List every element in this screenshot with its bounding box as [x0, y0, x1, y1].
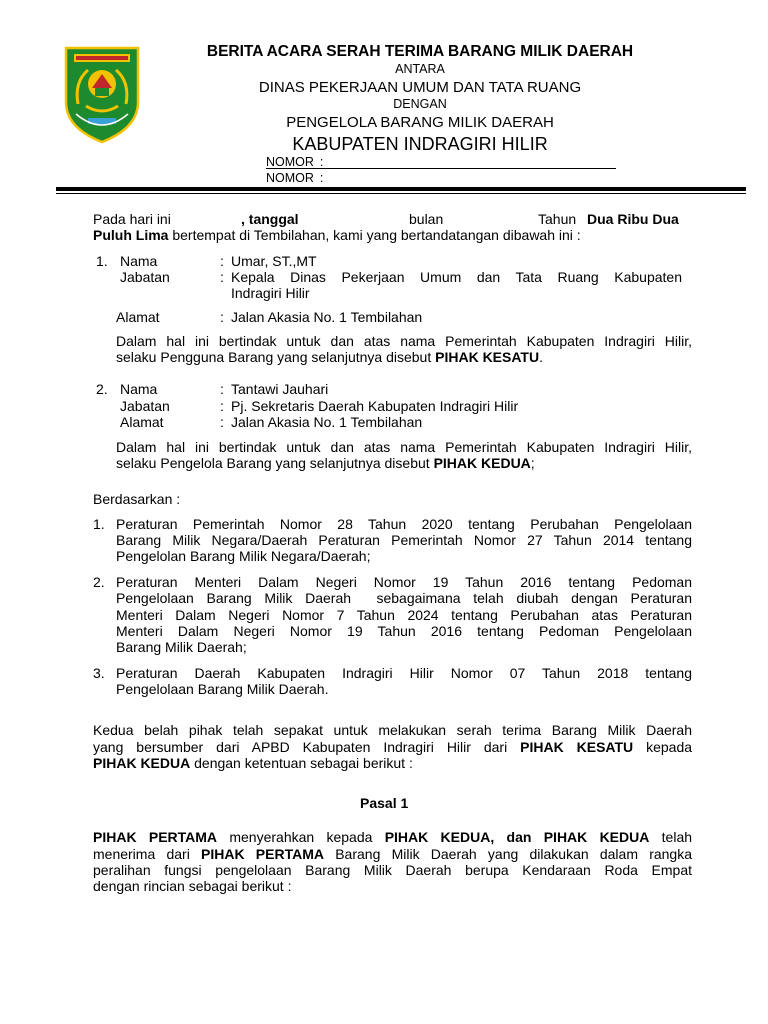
basis-2-line-2: Pengelolaan Barang Milik Daerah sebagaimana telah diubah dengan Peraturan — [116, 590, 692, 606]
party1-alamat-value: Jalan Akasia No. 1 Tembilahan — [231, 309, 423, 325]
party2-desc-1: Dalam hal ini bertindak untuk dan atas nama Pemerintah Kabupaten Indragiri Hilir, — [116, 439, 692, 455]
opening-bulan: bulan — [409, 211, 444, 227]
opening-tahun-words-2: Puluh Lima — [93, 227, 169, 243]
pasal-1-line-2 — [93, 846, 692, 862]
pasal-1-line-4: dengan rincian sebagai berikut : — [93, 878, 292, 894]
agreement-line-3 — [93, 755, 413, 771]
pasal-1-pihak-kedua: PIHAK KEDUA, — [384, 829, 495, 845]
header-antara: ANTARA — [395, 62, 445, 76]
pasal-1-dan: dan — [506, 829, 532, 845]
party1-alamat-label: Alamat — [116, 309, 160, 325]
letterhead-rule-thin — [56, 193, 746, 194]
header-dengan: DENGAN — [393, 97, 447, 111]
agreement-line-2 — [93, 739, 692, 755]
party2-role: PIHAK KEDUA — [433, 455, 531, 471]
basis-1-line-3: Pengelolan Barang Milik Negara/Daerah; — [116, 548, 371, 564]
pasal-1-pihak-pertama: PIHAK PERTAMA — [93, 829, 218, 845]
basis-2-line-1: Peraturan Menteri Dalam Negeri Nomor 19 Tahun 2016 tentang Pedoman — [116, 574, 692, 590]
agreement-line-1: Kedua belah pihak telah sepakat untuk melakukan serah terima Barang Milik Daerah — [93, 722, 692, 738]
basis-2-number: 2. — [93, 574, 105, 590]
pasal-1-menerima: menerima dari — [93, 846, 190, 862]
party1-desc-1: Dalam hal ini bertindak untuk dan atas nama Pemerintah Kabupaten Indragiri Hilir, — [116, 333, 692, 349]
nomor-colon: : — [319, 155, 324, 169]
opening-line-2 — [93, 227, 581, 243]
agreement-pihak-kesatu: PIHAK KESATU — [520, 739, 634, 755]
opening-tahun: Tahun — [538, 211, 577, 227]
basis-3-line-2: Pengelolaan Barang Milik Daerah. — [116, 681, 329, 697]
opening-hari: Pada hari ini — [93, 211, 171, 227]
party1-alamat-colon: : — [220, 309, 224, 325]
nomor-underline-1 — [266, 168, 616, 169]
party2-jabatan-colon: : — [220, 398, 224, 414]
basis-2-line-5: Barang Milik Daerah; — [116, 639, 247, 655]
party1-nama-value: Umar, ST.,MT — [231, 253, 317, 269]
basis-2-line-3: Menteri Dalam Negeri Nomor 7 Tahun 2024 tentang Perubahan atas Peraturan — [116, 607, 692, 623]
party2-alamat-value: Jalan Akasia No. 1 Tembilahan — [231, 414, 423, 430]
basis-1-number: 1. — [93, 516, 105, 532]
pasal-1-telah: telah — [661, 829, 693, 845]
pasal-1-pihak-pertama-2: PIHAK PERTAMA — [201, 846, 324, 862]
header-pengelola: PENGELOLA BARANG MILIK DAERAH — [286, 114, 554, 131]
nomor-row-1 — [266, 156, 323, 169]
basis-3-line-1: Peraturan Daerah Kabupaten Indragiri Hilir Nomor 07 Tahun 2018 tentang — [116, 665, 692, 681]
party1-jabatan-value-2: Indragiri Hilir — [231, 285, 310, 301]
agreement-text-a: yang bersumber dari APBD Kabupaten Indragiri Hilir dari — [93, 739, 508, 755]
party1-desc-text: selaku Pengguna Barang yang selanjutnya disebut — [116, 349, 432, 365]
party2-nama-colon: : — [220, 381, 224, 397]
basis-2-line-4: Menteri Dalam Negeri Nomor 19 Tahun 2016 tentang Pedoman Pengelolaan — [116, 623, 692, 639]
party1-number: 1. — [96, 253, 108, 269]
party2-jabatan-value: Pj. Sekretaris Daerah Kabupaten Indragiri Hilir — [231, 398, 519, 414]
agreement-text-c: kepada — [646, 739, 693, 755]
party2-jabatan-label: Jabatan — [120, 398, 170, 414]
nomor-label: NOMOR — [266, 171, 314, 185]
pasal-1-text-2: Barang Milik Daerah yang dilakukan dalam rangka — [335, 846, 693, 862]
nomor-colon: : — [319, 171, 324, 185]
party1-role: PIHAK KESATU — [435, 349, 540, 365]
party1-jabatan-label: Jabatan — [120, 269, 170, 285]
agreement-pihak-kedua: PIHAK KEDUA — [93, 755, 191, 771]
party1-desc-end: . — [539, 349, 543, 365]
party2-alamat-label: Alamat — [120, 414, 164, 430]
pasal-1-text: menyerahkan kepada — [229, 829, 373, 845]
header-kabupaten: KABUPATEN INDRAGIRI HILIR — [292, 134, 548, 154]
opening-rest: bertempat di Tembilahan, kami yang bertandatangan dibawah ini : — [172, 227, 581, 243]
nomor-row-2 — [266, 172, 323, 185]
pasal-1-line-1 — [93, 829, 692, 845]
opening-tanggal: , tanggal — [241, 211, 299, 227]
pasal-1-pihak-kedua-2: PIHAK KEDUA — [543, 829, 650, 845]
header-dinas: DINAS PEKERJAAN UMUM DAN TATA RUANG — [258, 79, 582, 96]
party1-nama-colon: : — [220, 253, 224, 269]
opening-tahun-words-1: Dua Ribu Dua — [587, 211, 679, 227]
party1-nama-label: Nama — [120, 253, 158, 269]
basis-1-line-1: Peraturan Pemerintah Nomor 28 Tahun 2020 tentang Perubahan Pengelolaan — [116, 516, 692, 532]
basis-1-line-2: Barang Milik Negara/Daerah Peraturan Pemerintah Nomor 27 Tahun 2014 tentang — [116, 532, 692, 548]
party2-alamat-colon: : — [220, 414, 224, 430]
party2-number: 2. — [96, 381, 108, 397]
party2-desc-end: ; — [530, 455, 535, 471]
party2-nama-label: Nama — [120, 381, 158, 397]
letterhead-rule-thick — [56, 187, 746, 191]
nomor-label: NOMOR — [266, 155, 314, 169]
coat-of-arms-logo — [62, 44, 142, 144]
party2-desc-2 — [116, 455, 535, 471]
party1-jabatan-value-1: Kepala Dinas Pekerjaan Umum dan Tata Ruang Kabupaten — [231, 269, 682, 285]
party2-nama-value: Tantawi Jauhari — [231, 381, 329, 397]
pasal-1-title: Pasal 1 — [360, 795, 409, 811]
party2-desc-text: selaku Pengelola Barang yang selanjutnya disebut — [116, 455, 430, 471]
party1-desc-2 — [116, 349, 543, 365]
agreement-text-b: dengan ketentuan sebagai berikut : — [194, 755, 413, 771]
party1-jabatan-colon: : — [220, 269, 224, 285]
basis-3-number: 3. — [93, 665, 105, 681]
pasal-1-line-3: peralihan fungsi pengelolaan Barang Milik Daerah berupa Kendaraan Roda Empat — [93, 862, 692, 878]
document-title: BERITA ACARA SERAH TERIMA BARANG MILIK DAERAH — [206, 43, 634, 60]
berdasarkan-heading: Berdasarkan : — [93, 491, 181, 507]
